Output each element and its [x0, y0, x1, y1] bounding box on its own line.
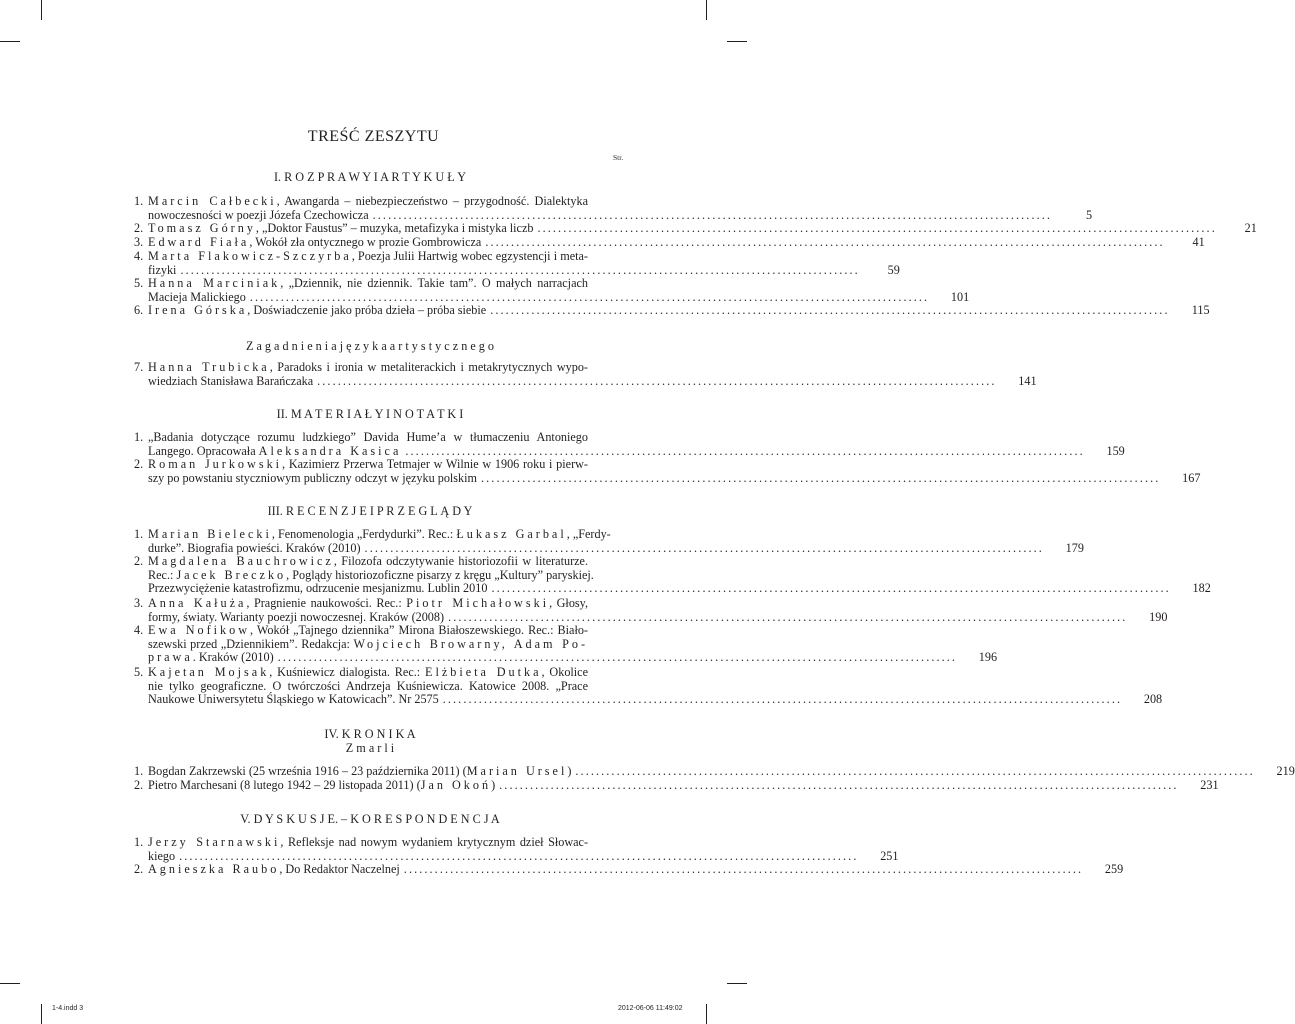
toc-entry: 1. „Badania dotyczące rozumu ludzkiego” Davida Hume’a w tłumaczeniu Antoniego Langego. Opracowała Aleksandra Kasica .................................................................................................................................... 159 — [134, 430, 1125, 458]
footer-timestamp: 2012-06-06 11:49:02 — [618, 1005, 683, 1012]
author-name: Roman Jurkowski — [148, 457, 283, 471]
crop-mark — [706, 1004, 707, 1024]
page-title: TREŚĆ ZESZYTU — [307, 128, 440, 145]
toc-entry: 2. Magdalena Bauchrowicz, Filozofa odczytywanie historiozofii w literaturze. Rec.: Jacek Breczko, Poglądy historiozoficzne pisarzy z kręgu „Kultury” paryskiej. Przezwyciężenie katastrofizmu, odrzucenie mesjanizmu. Lublin 2010 .................................................................................................................................... 182 — [134, 554, 1211, 595]
toc-entry: 2. Roman Jurkowski, Kazimierz Przerwa Tetmajer w Wilnie w 1906 roku i pierw- szy po powstaniu styczniowym publiczny odczyt w języku polskim .................................................................................................................................... 167 — [134, 457, 1201, 485]
section-heading-dyskusje: V. D Y S K U S J E. – K O R E S P O N D E N C J A — [240, 812, 500, 826]
page-number: 179 — [1065, 540, 1084, 555]
toc-entry: 2. Tomasz Górny, „Doktor Faustus” – muzyka, metafizyka i mistyka liczb .................................................................................................................................... 21 — [134, 221, 1257, 235]
crop-mark — [0, 983, 20, 984]
crop-mark — [727, 41, 747, 42]
section-heading-rozprawy: I. R O Z P R A W Y I A R T Y K U Ł Y — [273, 170, 467, 184]
toc-entry: 2. Agnieszka Raubo, Do Redaktor Naczelnej .................................................................................................................................... 259 — [134, 862, 1124, 876]
author-name: Marian Bielecki — [148, 527, 272, 541]
page-number: 208 — [1143, 692, 1163, 706]
author-name: Marta Flakowicz-Szczyrba — [148, 249, 352, 263]
page-number: 190 — [1149, 609, 1168, 624]
section-heading-materialy: II. M A T E R I A Ł Y I N O T A T K I — [276, 407, 464, 421]
page-number: 141 — [1018, 373, 1037, 388]
author-name: Ewa Nofikow — [148, 623, 251, 637]
page-number: 182 — [1192, 581, 1211, 595]
toc-entry: 5. Hanna Marciniak, „Dziennik, nie dziennik. Takie tam”. O małych narracjach Macieja Malickiego .................................................................................................................................... 101 — [134, 276, 970, 304]
author-name: Kajetan Mojsak — [148, 665, 270, 679]
author-name: Aleksandra Kasica — [258, 443, 402, 458]
page-number: 259 — [1104, 862, 1124, 876]
author-name: Irena Górska — [148, 303, 248, 317]
author-name: Tomasz Górny — [148, 221, 256, 235]
section-heading-recenzje: III. R E C E N Z J E I P R Z E G L Ą D Y — [267, 504, 473, 518]
page-number: 251 — [880, 848, 899, 863]
crop-mark — [41, 0, 42, 20]
toc-entry: 4. Marta Flakowicz-Szczyrba, Poezja Julii Hartwig wobec egzystencji i meta- fizyki .................................................................................................................................... 59 — [134, 249, 900, 277]
page-number: 115 — [1191, 303, 1210, 317]
toc-entry: 5. Kajetan Mojsak, Kuśniewicz dialogista. Rec.: Elżbieta Dutka, Okolice nie tylko geograficzne. O twórczości Andrzeja Kuśniewicza. Katowice 2008. „Prace Naukowe Uniwersytetu Śląskiego w Katowicach”. Nr 2575 .................................................................................................................................... 208 — [134, 665, 1163, 706]
author-name: Anna Kałuża — [148, 596, 247, 610]
page-number: 167 — [1182, 470, 1201, 485]
author-name: Marcin Całbecki — [148, 194, 277, 208]
author-name: Agnieszka Raubo — [148, 862, 280, 876]
toc-entry: 1. Marcin Całbecki, Awangarda – niebezpieczeństwo – przygodność. Dialektyka nowoczesności w poezji Józefa Czechowicza .................................................................................................................................... 5 — [134, 194, 1093, 222]
page-number: 21 — [1244, 221, 1257, 235]
author-name: Edward Fiała — [148, 235, 250, 249]
page-number: 219 — [1276, 764, 1295, 778]
crop-mark — [0, 41, 20, 42]
toc-entry: 1. Bogdan Zakrzewski (25 września 1916 – 23 października 2011) (Marian Ursel) .................................................................................................................................... 219 — [134, 764, 1295, 778]
author-name: Marian Ursel — [466, 764, 568, 778]
author-name: Hanna Trubicka — [148, 360, 270, 374]
page-number: 41 — [1192, 235, 1205, 249]
page-number: 159 — [1106, 443, 1125, 458]
author-name: Hanna Marciniak — [148, 276, 281, 290]
toc-entry: 4. Ewa Nofikow, Wokół „Tajnego dziennika” Mirona Białoszewskiego. Rec.: Biało- szewski przed „Dziennikiem”. Redakcja: Wojciech Browarny, Adam Po- prawa. Kraków (2010) .................................................................................................................................... 196 — [134, 623, 998, 664]
page-column-label: Str. — [613, 153, 624, 162]
page-number: 101 — [950, 289, 970, 304]
page-number: 231 — [1200, 778, 1219, 792]
crop-mark — [727, 983, 747, 984]
page-number: 59 — [887, 262, 900, 277]
toc-entry: 3. Edward Fiała, Wokół zła ontycznego w prozie Gombrowicza .................................................................................................................................... 41 — [134, 235, 1205, 249]
section-heading-kronika: IV. K R O N I K A — [324, 727, 416, 741]
crop-mark — [706, 0, 707, 20]
author-name: Jerzy Starnawski — [148, 835, 281, 849]
toc-entry: 6. Irena Górska, Doświadczenie jako próba dzieła – próba siebie .................................................................................................................................... 115 — [134, 303, 1210, 317]
toc-entry: 1. Marian Bielecki, Fenomenologia „Ferdydurki”. Rec.: Łukasz Garbal, „Ferdy- durke”. Biografia powieści. Kraków (2010) .................................................................................................................................... 179 — [134, 527, 1084, 555]
toc-entry: 1. Jerzy Starnawski, Refleksje nad nowym wydaniem krytycznym dzieł Słowac- kiego .................................................................................................................................... 251 — [134, 835, 899, 863]
subsection-heading-zagadnienia: Z a g a d n i e n i a j ę z y k a a r t y s t y c z n e g o — [245, 339, 495, 353]
toc-entry: 2. Pietro Marchesani (8 lutego 1942 – 29 listopada 2011) (Jan Okoń) .................................................................................................................................... 231 — [134, 778, 1219, 792]
page-number: 5 — [1085, 207, 1093, 222]
author-name: Magdalena Bauchrowicz — [148, 554, 334, 568]
toc-entry: 7. Hanna Trubicka, Paradoks i ironia w metaliterackich i metakrytycznych wypo- wiedziach Stanisława Barańczaka .................................................................................................................................... 141 — [134, 360, 1037, 388]
crop-mark — [41, 1004, 42, 1024]
footer-filename: 1-4.indd 3 — [52, 1005, 84, 1012]
page-number: 196 — [978, 650, 998, 664]
author-name: Jan Okoń — [420, 778, 492, 792]
subsection-heading-zmarli: Z m a r l i — [345, 741, 395, 755]
toc-entry: 3. Anna Kałuża, Pragnienie naukowości. Rec.: Piotr Michałowski, Głosy, formy, światy. Warianty poezji nowoczesnej. Kraków (2008) .................................................................................................................................... 190 — [134, 596, 1168, 624]
